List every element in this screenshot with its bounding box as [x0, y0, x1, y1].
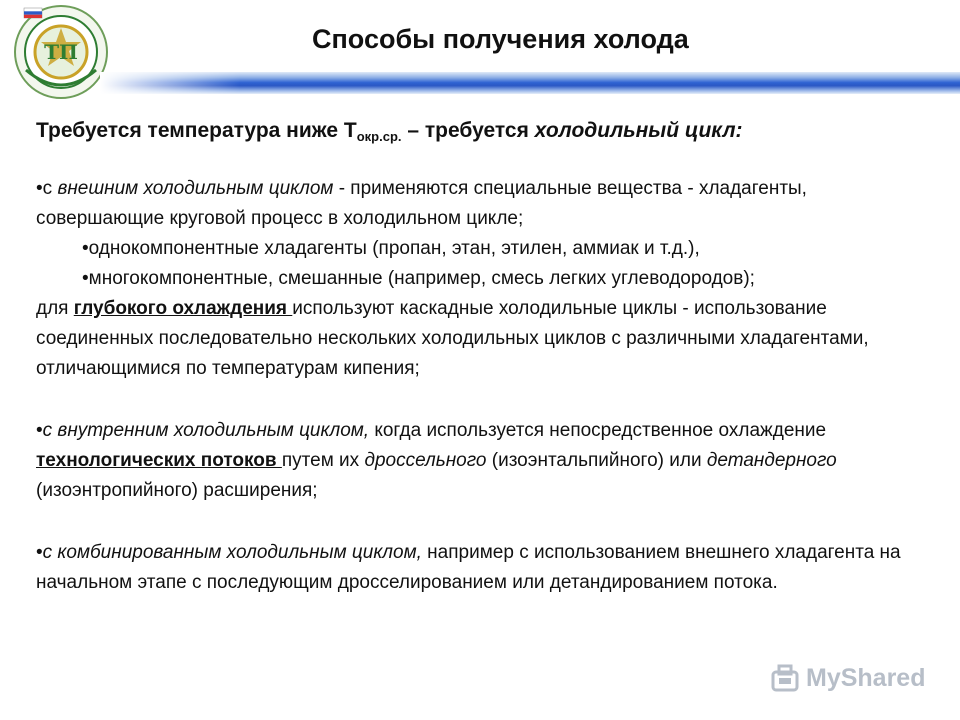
intro-text: Требуется температура ниже T [36, 119, 357, 142]
sub-item-multi-component: •многокомпонентные, смешанные (например, смесь легких углеводородов); [82, 268, 755, 289]
internal-cycle-text-4: (изоэнтропийного) расширения; [36, 480, 318, 501]
svg-text:ТП: ТП [44, 40, 78, 64]
throttle-term: дроссельного [364, 450, 487, 471]
mysharing-logo-icon [770, 664, 800, 694]
process-streams-term: технологических потоков [36, 450, 282, 471]
watermark-text: MyShared [806, 664, 926, 692]
expander-term: детандерного [706, 450, 837, 471]
intro-paragraph [36, 116, 918, 146]
deep-cooling-text: используют каскадные холодильные циклы - использование соединенных последовательно нескольких холодильных циклов с различными хладагентами, отличающимися по температурам кипения; [36, 298, 869, 379]
bullet: • [36, 420, 43, 441]
bullet: •с [36, 178, 58, 199]
header-band-fade [100, 72, 240, 94]
internal-cycle-text-1: когда используется непосредственное охлаждение [369, 420, 827, 441]
slide-content [36, 116, 918, 598]
deep-cooling-paragraph [36, 294, 918, 384]
combined-cycle-term: с комбинированным холодильным циклом, [42, 542, 422, 563]
deep-cooling-prefix: для [36, 298, 74, 319]
internal-cycle-term: с внутренним холодильным циклом, [42, 420, 370, 441]
internal-cycle-text-3: (изоэнтальпийного) или [486, 450, 707, 471]
intro-subscript: окр.ср. [356, 129, 402, 144]
deep-cooling-term: глубокого охлаждения [73, 298, 293, 319]
watermark [770, 660, 930, 696]
internal-cycle-paragraph [36, 416, 918, 506]
external-cycle-text: - применяются специальные вещества - хладагенты, совершающие круговой процесс в холодильном цикле; [36, 178, 807, 229]
intro-italic: холодильный цикл: [534, 119, 743, 142]
sub-item-single-component: •однокомпонентные хладагенты (пропан, этан, этилен, аммиак и т.д.), [82, 238, 700, 259]
intro-dash: – требуется [401, 119, 535, 142]
external-cycle-paragraph [36, 174, 918, 234]
combined-cycle-text: например с использованием внешнего хладагента на начальном этапе с последующим дросселированием или детандированием потока. [36, 542, 901, 593]
page-title: Способы получения холода [312, 24, 689, 54]
external-cycle-term: внешним холодильным циклом [57, 178, 334, 199]
internal-cycle-text-2: путем их [281, 450, 365, 471]
bullet: • [36, 542, 43, 563]
combined-cycle-paragraph [36, 538, 918, 598]
